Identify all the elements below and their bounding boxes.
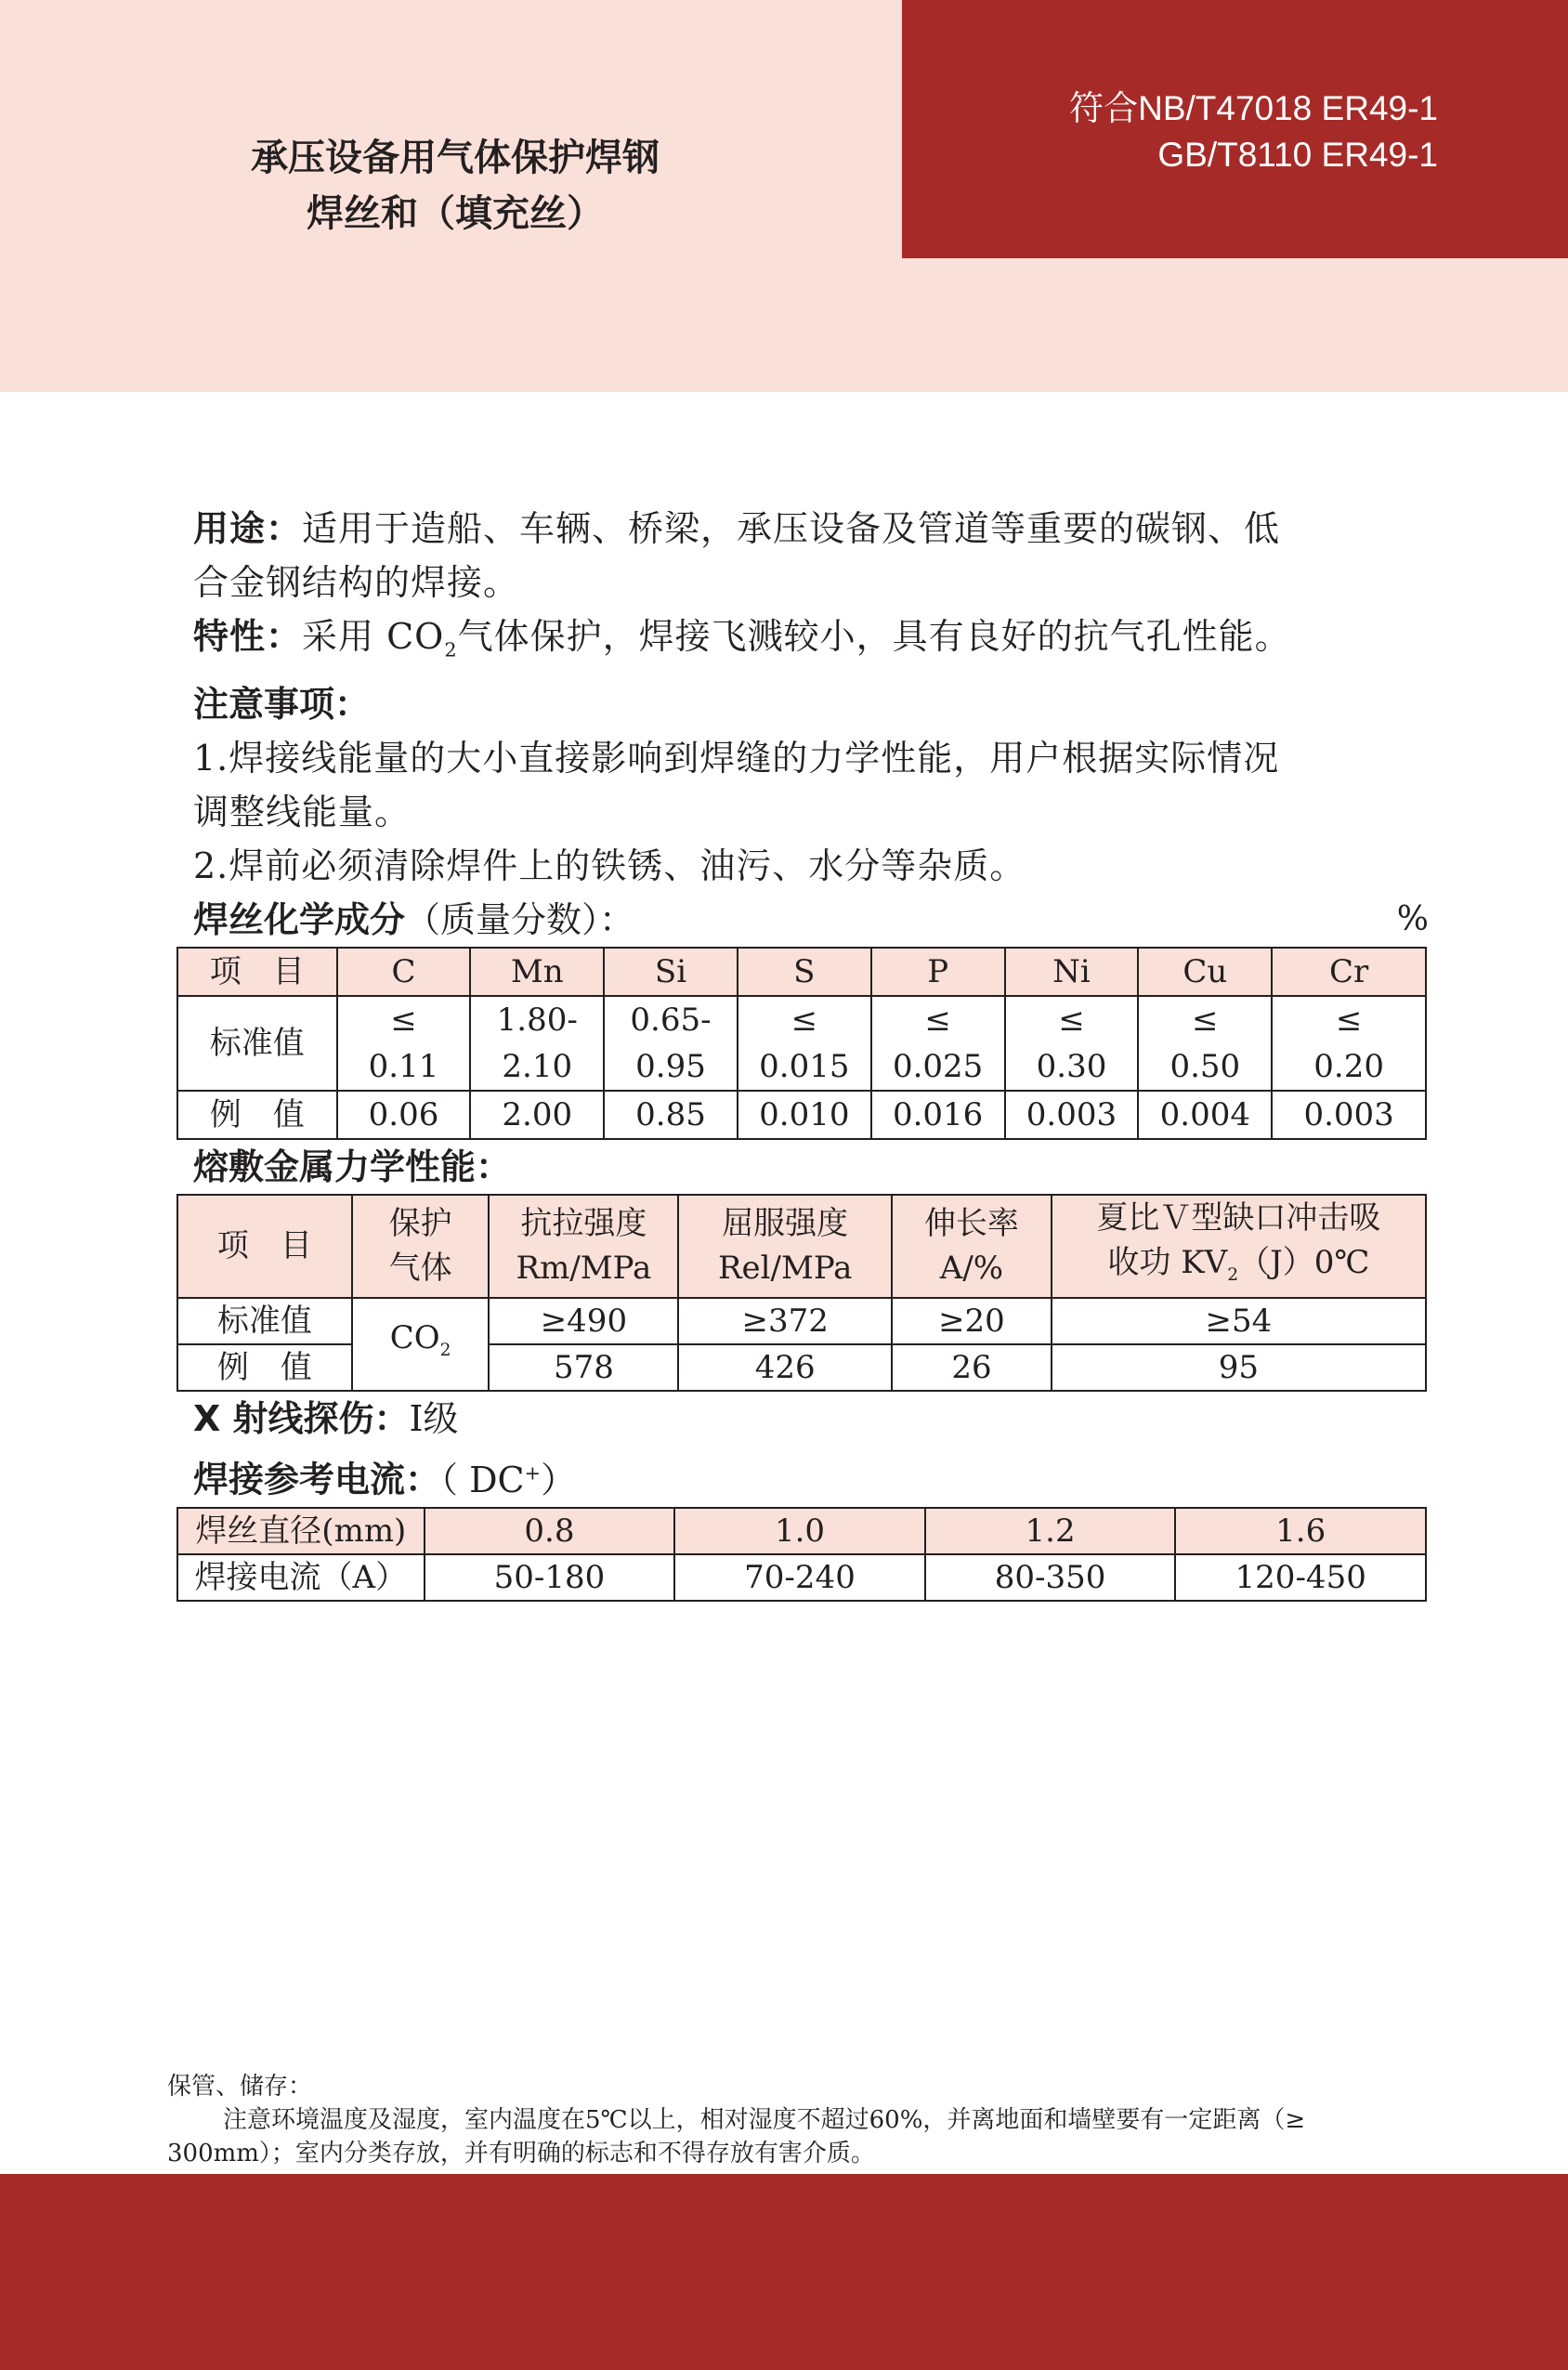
mechanical-header-item: 项 目 <box>177 1195 352 1299</box>
mechanical-header-row <box>177 1195 1426 1299</box>
chemistry-col-s: S <box>738 948 871 996</box>
chemistry-col-p: P <box>871 948 1005 996</box>
chemistry-standard-cell <box>1272 996 1426 1091</box>
current-cell: 80-350 <box>925 1554 1176 1601</box>
feature-text-before: 采用 CO <box>302 616 445 657</box>
standard-bottom: 0.015 <box>759 1047 850 1085</box>
chemistry-unit: % <box>1396 899 1429 938</box>
header-impact-text: 收功 KV <box>1107 1243 1228 1281</box>
usage-paragraph <box>193 502 1429 609</box>
chemistry-example-cell: 0.003 <box>1005 1091 1139 1139</box>
diameter-label: 焊丝直径(mm) <box>177 1508 425 1554</box>
chemistry-col-ni: Ni <box>1005 948 1139 996</box>
current-cell: 120-450 <box>1175 1554 1426 1601</box>
current-heading <box>193 1446 1429 1507</box>
standard-top: ≤ <box>390 1001 417 1039</box>
notes-item-1-line-2: 调整线能量。 <box>193 791 412 832</box>
mechanical-standard-cell: ≥490 <box>489 1298 678 1344</box>
mechanical-header-gas <box>352 1195 490 1299</box>
storage-line-2: 300mm）；室内分类存放，并有明确的标志和不得存放有害介质。 <box>167 2140 875 2167</box>
main-content <box>193 502 1429 1602</box>
polarity-close: ） <box>541 1460 577 1501</box>
chemistry-example-row <box>177 1091 1426 1139</box>
mechanical-gas-cell <box>352 1298 490 1391</box>
diameter-cell: 1.0 <box>674 1508 925 1554</box>
standard-top: ≤ <box>1335 1001 1363 1039</box>
chemistry-example-cell: 0.85 <box>604 1091 738 1139</box>
usage-label: 用途： <box>193 508 303 549</box>
standard-line-1: 符合NB/T47018 ER49-1 <box>1069 89 1438 127</box>
chemistry-heading-text: 焊丝化学成分 <box>193 898 406 940</box>
current-label: 焊接电流（A） <box>177 1554 425 1601</box>
mechanical-heading: 熔敷金属力学性能： <box>193 1146 512 1187</box>
standard-bottom: 0.11 <box>368 1047 439 1085</box>
standard-bottom: 0.20 <box>1313 1047 1384 1085</box>
document-title <box>186 130 725 242</box>
storage-line-1: 注意环境温度及湿度，室内温度在5℃以上，相对湿度不超过60%，并离地面和墙壁要有一定距离（≥ <box>223 2106 1306 2134</box>
gas-subscript: 2 <box>439 1341 451 1361</box>
storage-title: 保管、储存： <box>167 2073 313 2101</box>
header-yield-line-1: 屈服强度 <box>722 1205 849 1243</box>
chemistry-standard-cell <box>1005 996 1139 1091</box>
chemistry-standard-cell <box>1138 996 1272 1091</box>
feature-paragraph <box>193 609 1429 677</box>
current-polarity <box>440 1460 576 1500</box>
mechanical-header-tensile <box>489 1195 678 1299</box>
standard-bottom: 0.50 <box>1169 1047 1241 1085</box>
current-cell: 70-240 <box>674 1554 925 1601</box>
header-gas-line-1: 保护 <box>388 1205 452 1243</box>
chemistry-col-cu: Cu <box>1138 948 1272 996</box>
chemistry-standard-cell <box>470 996 604 1091</box>
title-line-1: 承压设备用气体保护焊钢 <box>251 137 660 179</box>
standard-top: ≤ <box>1192 1001 1219 1039</box>
title-line-2: 焊丝和（填充丝） <box>307 192 604 235</box>
standard-text <box>1069 85 1438 178</box>
chemistry-standard-cell <box>871 996 1005 1091</box>
header-tensile-line-2: Rm/MPa <box>516 1250 652 1288</box>
gas-text: CO <box>389 1319 440 1357</box>
mechanical-example-cell: 426 <box>678 1344 892 1391</box>
diameter-cell: 1.2 <box>925 1508 1176 1554</box>
xray-value: Ⅰ级 <box>409 1398 459 1440</box>
mechanical-example-cell: 26 <box>892 1344 1052 1391</box>
storage-notes <box>167 2070 1431 2170</box>
chemistry-example-cell: 2.00 <box>470 1091 604 1139</box>
feature-text-after: 气体保护，焊接飞溅较小，具有良好的抗气孔性能。 <box>457 616 1291 657</box>
current-row <box>177 1554 1426 1601</box>
mechanical-standard-cell: ≥372 <box>678 1298 892 1344</box>
chemistry-col-c: C <box>337 948 471 996</box>
header-elongation-line-1: 伸长率 <box>923 1205 1019 1243</box>
mechanical-header-impact <box>1052 1195 1426 1299</box>
standard-bottom: 0.95 <box>635 1047 706 1085</box>
usage-text-1: 适用于造船、车辆、桥梁，承压设备及管道等重要的碳钢、低 <box>302 508 1281 549</box>
chemistry-heading <box>193 893 1429 947</box>
chemistry-header-label: 项 目 <box>177 948 337 996</box>
polarity-open: （ DC <box>440 1460 525 1501</box>
header-impact-unit: （J）0℃ <box>1238 1243 1370 1281</box>
chemistry-col-mn: Mn <box>470 948 604 996</box>
mechanical-header-elongation <box>892 1195 1052 1299</box>
chemistry-example-cell: 0.004 <box>1138 1091 1272 1139</box>
header-impact-line-1: 夏比Ｖ型缺口冲击吸 <box>1096 1198 1381 1237</box>
mechanical-example-label: 例 值 <box>177 1344 352 1391</box>
mechanical-example-cell: 95 <box>1052 1344 1426 1391</box>
diameter-row <box>177 1508 1426 1554</box>
mechanical-standard-row <box>177 1298 1426 1344</box>
mechanical-standard-cell: ≥20 <box>892 1298 1052 1344</box>
header-impact-line-2 <box>1052 1240 1425 1298</box>
chemistry-table <box>176 947 1427 1140</box>
notes-item-1-line-1: 1.焊接线能量的大小直接影响到焊缝的力学性能，用户根据实际情况 <box>193 737 1280 779</box>
notes-heading: 注意事项： <box>193 683 371 725</box>
header-gas-line-2: 气体 <box>388 1250 452 1288</box>
mechanical-table <box>176 1194 1427 1393</box>
mechanical-standard-label: 标准值 <box>177 1298 352 1344</box>
header-yield-line-2: Rel/MPa <box>717 1250 853 1288</box>
notes-item-2: 2.焊前必须清除焊件上的铁锈、油污、水分等杂质。 <box>193 845 1026 886</box>
notes-item-1 <box>193 731 1429 839</box>
chemistry-standard-cell <box>604 996 738 1091</box>
chemistry-example-cell: 0.003 <box>1272 1091 1426 1139</box>
chemistry-standard-cell <box>738 996 871 1091</box>
chemistry-example-cell: 0.016 <box>871 1091 1005 1139</box>
standard-top: ≤ <box>924 1001 951 1039</box>
chemistry-example-cell: 0.010 <box>738 1091 871 1139</box>
chemistry-standard-cell <box>337 996 471 1091</box>
header-impact-subscript: 2 <box>1227 1264 1239 1285</box>
standard-bottom: 0.025 <box>892 1047 984 1085</box>
header-tensile-line-1: 抗拉强度 <box>520 1205 647 1243</box>
header-elongation-line-2: A/% <box>939 1250 1004 1288</box>
standard-top: ≤ <box>791 1001 818 1039</box>
diameter-cell: 0.8 <box>425 1508 675 1554</box>
current-table <box>176 1507 1427 1602</box>
chemistry-header-row <box>177 948 1426 996</box>
diameter-cell: 1.6 <box>1175 1508 1426 1554</box>
xray-label: X 射线探伤： <box>193 1398 410 1440</box>
mechanical-standard-cell: ≥54 <box>1052 1298 1426 1344</box>
xray-line <box>193 1392 1429 1446</box>
standard-top: 1.80- <box>496 1001 578 1039</box>
chemistry-standard-label: 标准值 <box>177 996 337 1091</box>
usage-text-2: 合金钢结构的焊接。 <box>193 562 520 603</box>
standard-bottom: 2.10 <box>502 1047 573 1085</box>
current-cell: 50-180 <box>425 1554 675 1601</box>
chemistry-standard-row <box>177 996 1426 1091</box>
chemistry-col-si: Si <box>604 948 738 996</box>
mechanical-header-yield <box>678 1195 892 1299</box>
chemistry-col-cr: Cr <box>1272 948 1426 996</box>
feature-label: 特性： <box>193 616 303 657</box>
standard-top: ≤ <box>1058 1001 1085 1039</box>
chemistry-heading-note: （质量分数）： <box>405 898 635 940</box>
standard-bottom: 0.30 <box>1036 1047 1107 1085</box>
current-heading-text: 焊接参考电流： <box>193 1460 441 1501</box>
mechanical-example-cell: 578 <box>489 1344 678 1391</box>
standard-top: 0.65- <box>630 1001 712 1039</box>
chemistry-example-cell: 0.06 <box>337 1091 471 1139</box>
feature-subscript: 2 <box>444 638 458 661</box>
polarity-sup: + <box>524 1461 542 1485</box>
standard-line-2: GB/T8110 ER49-1 <box>1157 136 1438 174</box>
chemistry-example-label: 例 值 <box>177 1091 337 1139</box>
footer-band <box>0 2174 1568 2370</box>
